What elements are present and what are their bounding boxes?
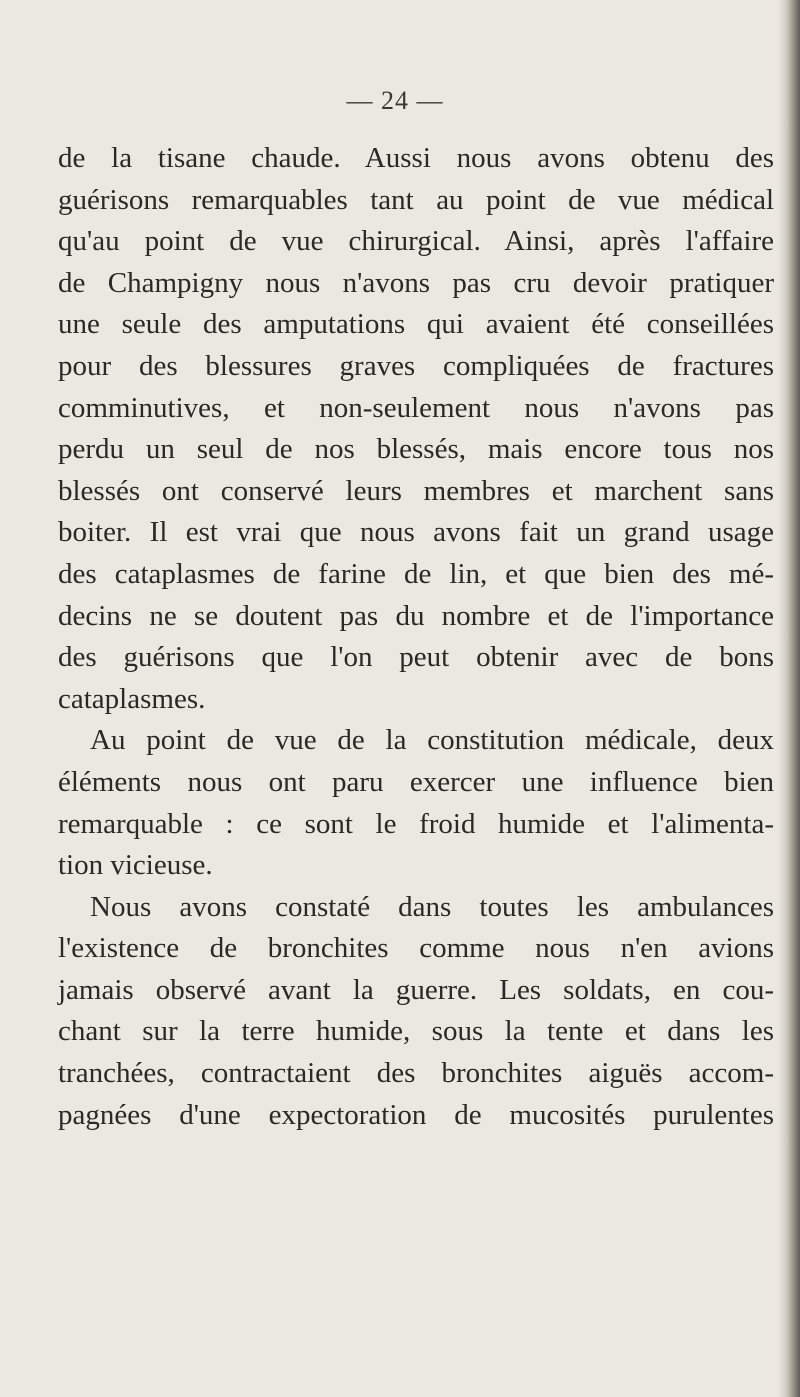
- text-line: tranchées, contractaient des bronchites aiguës accom-: [58, 1057, 774, 1090]
- text-line: comminutives, et non-seulement nous n'avons pas: [58, 391, 774, 424]
- page-number: — 24 —: [346, 86, 444, 115]
- text-line: des cataplasmes de farine de lin, et que bien des mé-: [58, 557, 774, 590]
- text-line: qu'au point de vue chirurgical. Ainsi, après l'affaire: [58, 225, 774, 258]
- text-line: blessés ont conservé leurs membres et marchent sans: [58, 474, 774, 507]
- body-text: [58, 138, 774, 1136]
- text-line: tion vicieuse.: [58, 849, 213, 882]
- page-edge-shadow: [778, 0, 800, 1397]
- text-line: pour des blessures graves compliquées de fractures: [58, 349, 774, 382]
- text-line: de Champigny nous n'avons pas cru devoir pratiquer: [58, 266, 774, 299]
- text-line: des guérisons que l'on peut obtenir avec de bons: [58, 641, 774, 674]
- text-line: cataplasmes.: [58, 682, 206, 715]
- text-line: boiter. Il est vrai que nous avons fait un grand usage: [58, 516, 774, 549]
- text-line: decins ne se doutent pas du nombre et de l'importance: [58, 599, 774, 632]
- text-line: de la tisane chaude. Aussi nous avons obtenu des: [58, 142, 774, 174]
- text-line: chant sur la terre humide, sous la tente et dans les: [58, 1015, 774, 1048]
- text-line: guérisons remarquables tant au point de vue médical: [58, 183, 774, 216]
- text-line: remarquable : ce sont le froid humide et l'alimenta-: [58, 807, 774, 840]
- text-line: pagnées d'une expectoration de mucosités purulentes: [58, 1098, 774, 1131]
- text-line: jamais observé avant la guerre. Les soldats, en cou-: [58, 973, 774, 1006]
- text-line: Nous avons constaté dans toutes les ambulances: [90, 890, 774, 923]
- text-line: perdu un seul de nos blessés, mais encore tous nos: [58, 433, 774, 466]
- text-line: l'existence de bronchites comme nous n'en avions: [58, 932, 774, 965]
- text-line: éléments nous ont paru exercer une influence bien: [58, 765, 774, 798]
- text-line: Au point de vue de la constitution médicale, deux: [90, 724, 774, 757]
- text-line: une seule des amputations qui avaient été conseillées: [58, 308, 774, 341]
